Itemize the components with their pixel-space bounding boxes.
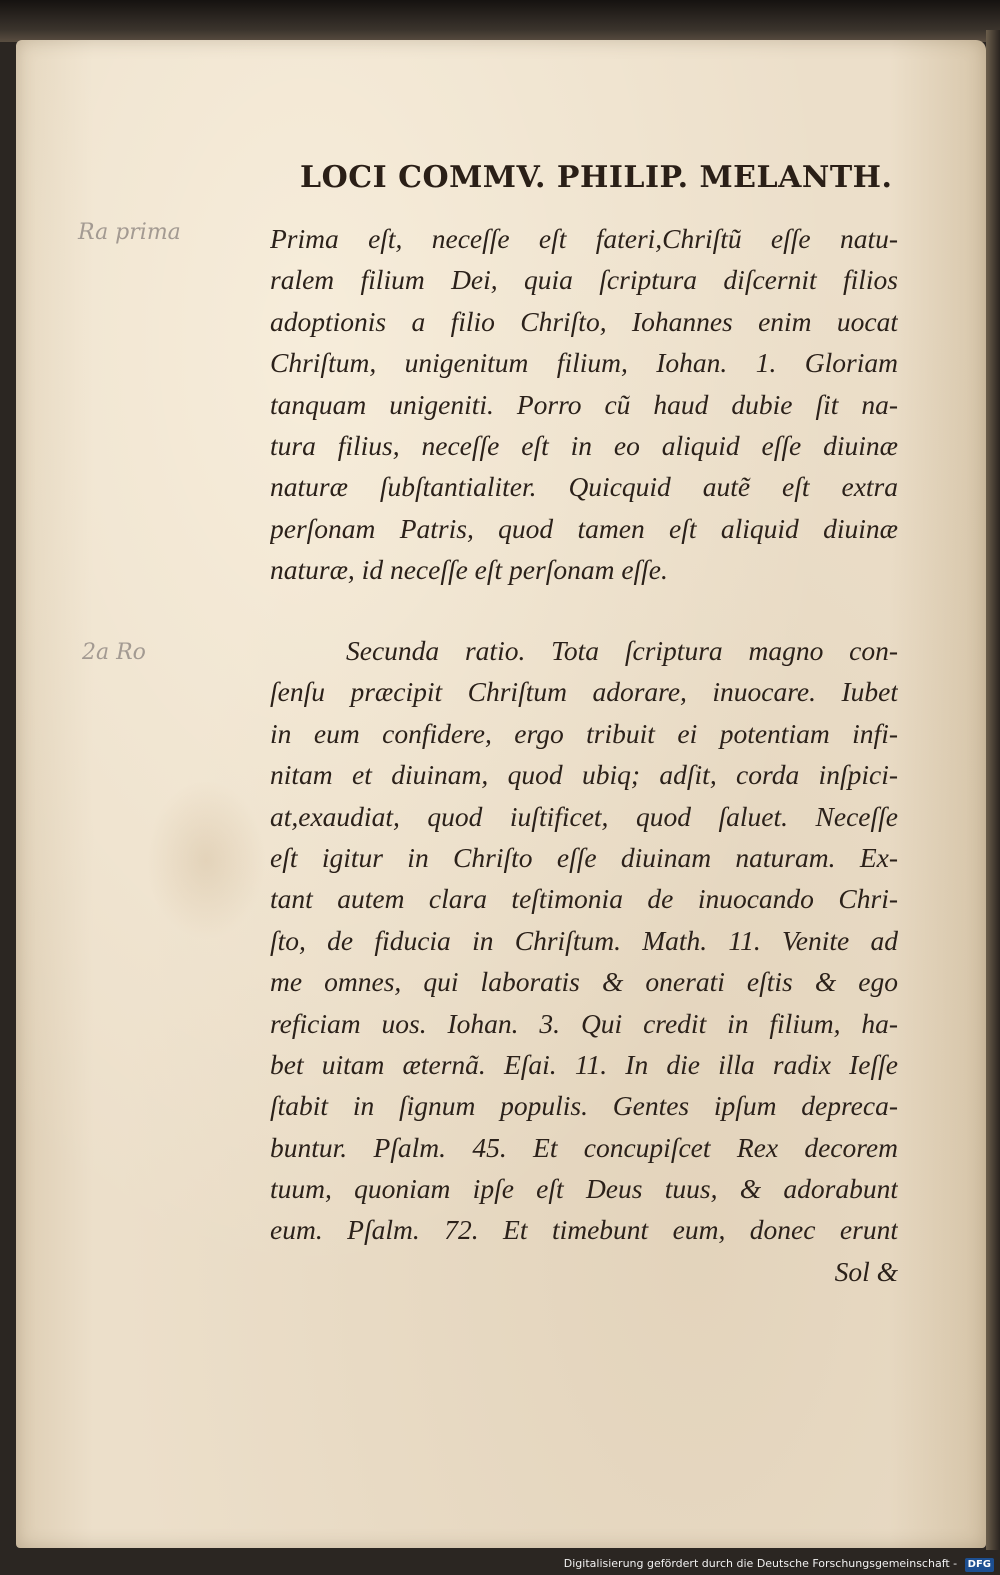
paragraph-first-reason xyxy=(270,218,898,591)
margin-note-first: Ra prima xyxy=(78,220,181,245)
text-line: in eum confidere, ergo tribuit ei potentiam infi- xyxy=(270,717,898,749)
text-line: ſtabit in ſignum populis. Gentes ipſum depreca- xyxy=(270,1090,898,1122)
text-line: tuum, quoniam ipſe eſt Deus tuus, & adorabunt xyxy=(270,1173,898,1205)
text-line: bet uitam æternã. Eſai. 11. In die illa radix Ieſſe xyxy=(270,1048,898,1080)
credit-text: Digitalisierung gefördert durch die Deutsche Forschungsgemeinschaft - xyxy=(563,1557,958,1570)
text-line: naturæ ſubſtantialiter. Quicquid autẽ eſt extra xyxy=(270,471,898,503)
text-line: naturæ, id neceſſe eſt perſonam eſſe. xyxy=(270,554,668,586)
catchword: Sol & xyxy=(834,1255,898,1287)
running-head: LOCI COMMV. PHILIP. MELANTH. xyxy=(300,160,893,195)
text-line-indented: Secunda ratio. Tota ſcriptura magno con- xyxy=(346,635,898,666)
book-gutter-right xyxy=(986,30,1000,1550)
text-line: Chriſtum, unigenitum filium, Iohan. 1. Gloriam xyxy=(270,347,898,379)
paragraph-second-reason xyxy=(270,630,898,1292)
text-line: at,exaudiat, quod iuſtificet, quod ſaluet. Neceſſe xyxy=(270,800,898,832)
text-line: Prima eſt, neceſſe eſt fateri,Chriſtũ eſſe natu- xyxy=(270,223,898,254)
text-line: reficiam uos. Iohan. 3. Qui credit in filium, ha- xyxy=(270,1007,898,1039)
dfg-logo: DFG xyxy=(965,1558,994,1572)
text-line: ſto, de fiducia in Chriſtum. Math. 11. Venite ad xyxy=(270,924,898,956)
text-line: tanquam unigeniti. Porro cũ haud dubie ſit na- xyxy=(270,388,898,420)
paper-stain xyxy=(146,780,266,940)
text-line: ſenſu præcipit Chriſtum adorare, inuocare. Iubet xyxy=(270,676,898,708)
text-line: eum. Pſalm. 72. Et timebunt eum, donec erunt xyxy=(270,1214,898,1246)
text-line: buntur. Pſalm. 45. Et concupiſcet Rex decorem xyxy=(270,1131,898,1163)
margin-note-second: 2a Ro xyxy=(82,640,146,665)
text-line: ralem filium Dei, quia ſcriptura diſcernit filios xyxy=(270,264,898,296)
text-line: me omnes, qui laboratis & onerati eſtis & ego xyxy=(270,966,898,998)
text-line: adoptionis a filio Chriſto, Iohannes enim uocat xyxy=(270,305,898,337)
text-line: tura filius, neceſſe eſt in eo aliquid eſſe diuinæ xyxy=(270,429,898,461)
text-line: nitam et diuinam, quod ubiq; adſit, corda inſpici- xyxy=(270,759,898,791)
text-line: eſt igitur in Chriſto eſſe diuinam naturam. Ex- xyxy=(270,841,898,873)
book-binding-top xyxy=(0,0,1000,42)
digitization-credit xyxy=(564,1555,994,1573)
text-line: perſonam Patris, quod tamen eſt aliquid diuinæ xyxy=(270,512,898,544)
text-line: tant autem clara teſtimonia de inuocando Chri- xyxy=(270,883,898,915)
